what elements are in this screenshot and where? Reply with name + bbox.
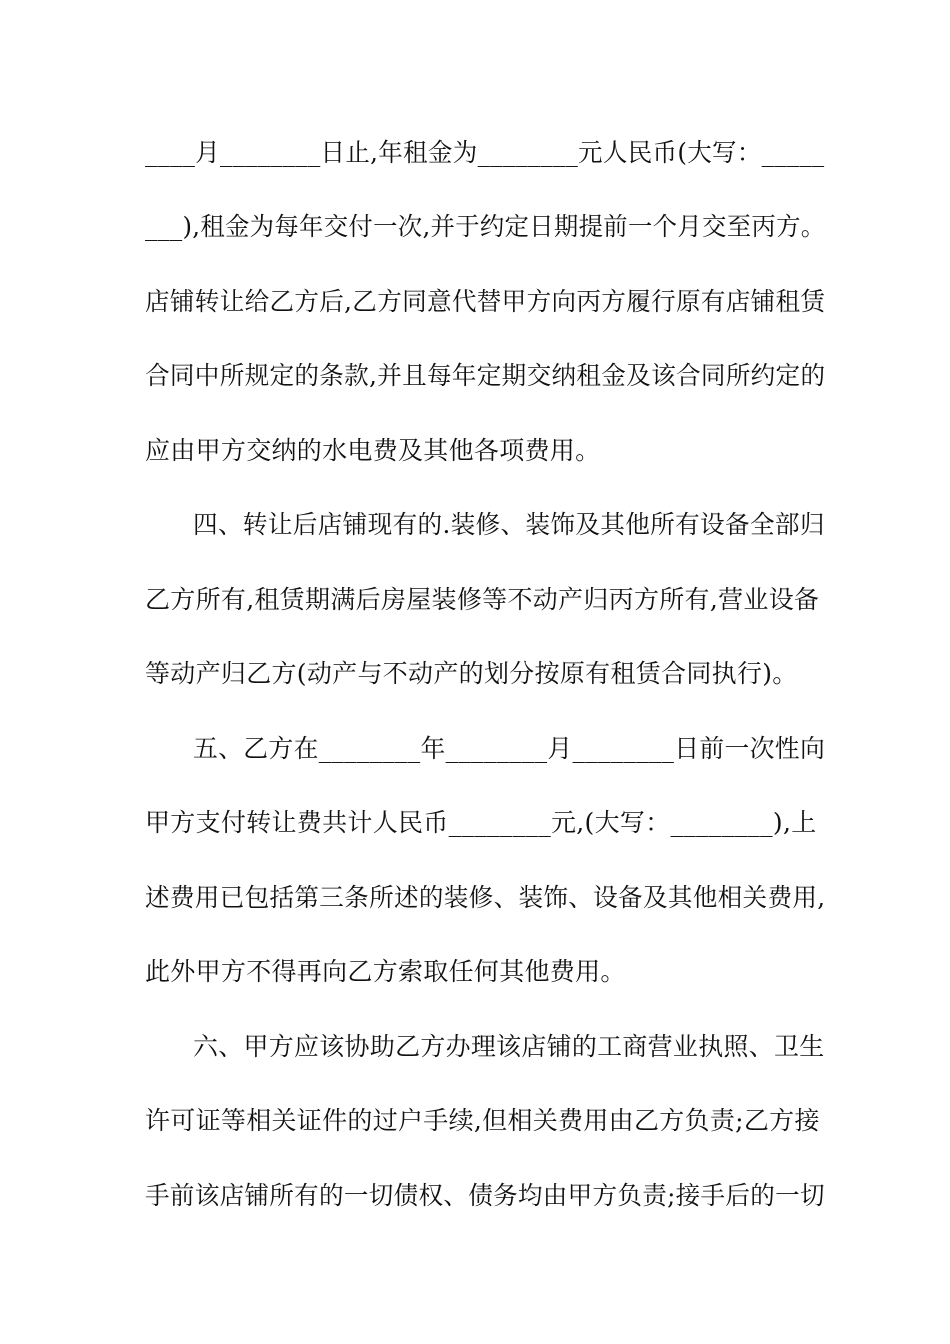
text-line-15: 手前该店铺所有的一切债权、债务均由甲方负责;接手后的一切 — [145, 1181, 825, 1210]
text-line-7: 乙方所有,租赁期满后房屋装修等不动产归丙方所有,营业设备 — [145, 585, 820, 614]
text-line-1: ____月________日止,年租金为________元人民币(大写：_____ — [145, 138, 825, 167]
text-line-10: 甲方支付转让费共计人民币________元,(大写：________),上 — [145, 808, 817, 837]
text-line-3: 店铺转让给乙方后,乙方同意代替甲方向丙方履行原有店铺租赁 — [145, 287, 826, 316]
text-line-14: 许可证等相关证件的过户手续,但相关费用由乙方负责;乙方接 — [145, 1106, 820, 1135]
text-line-12: 此外甲方不得再向乙方索取任何其他费用。 — [145, 957, 626, 986]
clause-six-start: 六、甲方应该协助乙方办理该店铺的工商营业执照、卫生 — [193, 1032, 825, 1061]
text-line-8: 等动产归乙方(动产与不动产的划分按原有租赁合同执行)。 — [145, 659, 798, 688]
clause-four-start: 四、转让后店铺现有的.装修、装饰及其他所有设备全部归 — [193, 510, 825, 539]
text-line-11: 述费用已包括第三条所述的装修、装饰、设备及其他相关费用, — [145, 883, 826, 912]
text-line-4: 合同中所规定的条款,并且每年定期交纳租金及该合同所约定的 — [145, 361, 826, 390]
text-line-2: ___),租金为每年交付一次,并于约定日期提前一个月交至丙方。 — [145, 212, 826, 241]
clause-five-start: 五、乙方在________年________月________日前一次性向 — [193, 734, 826, 763]
text-line-5: 应由甲方交纳的水电费及其他各项费用。 — [145, 436, 601, 465]
